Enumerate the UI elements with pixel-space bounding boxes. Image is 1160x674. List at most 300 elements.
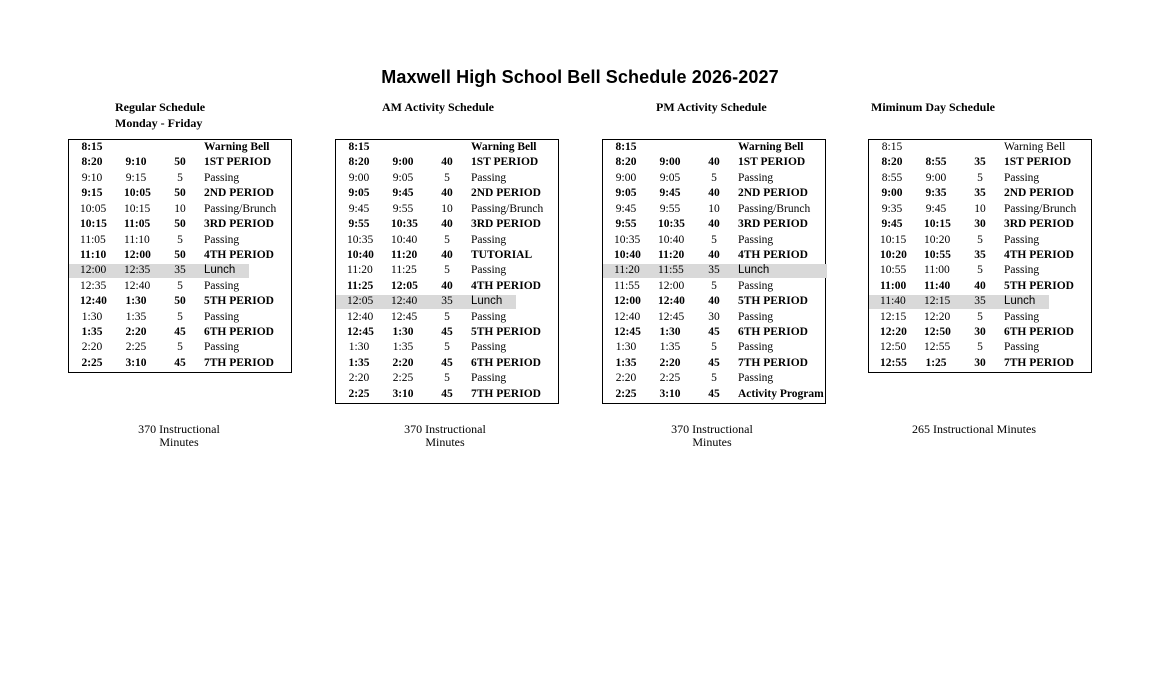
start-time: 8:20: [348, 156, 370, 169]
duration-minutes: 5: [444, 233, 450, 246]
end-time: 10:35: [658, 218, 685, 231]
duration-minutes: 45: [708, 387, 720, 400]
start-time: 9:10: [81, 171, 103, 184]
schedule-row: [603, 340, 825, 355]
period-label: Activity Program: [738, 387, 824, 400]
duration-minutes: 40: [441, 156, 453, 169]
start-time: 11:55: [614, 279, 640, 292]
duration-minutes: 50: [174, 295, 186, 308]
duration-minutes: 45: [441, 387, 453, 400]
schedule-row: [336, 217, 558, 232]
schedule-row: [603, 248, 825, 263]
end-time: 1:35: [392, 341, 414, 354]
period-label: Passing: [738, 171, 774, 184]
duration-minutes: 45: [441, 356, 453, 369]
start-time: 8:20: [615, 156, 637, 169]
schedule-row: [336, 279, 558, 294]
start-time: 12:00: [614, 295, 641, 308]
end-time: 11:40: [924, 279, 951, 292]
period-label: Passing: [1004, 264, 1040, 277]
end-time: 2:20: [125, 326, 147, 339]
period-label: 5TH PERIOD: [738, 295, 808, 308]
duration-minutes: 45: [708, 326, 720, 339]
duration-minutes: 5: [711, 341, 717, 354]
end-time: 3:10: [125, 356, 147, 369]
start-time: 1:35: [615, 356, 637, 369]
schedule-row: [69, 294, 291, 309]
schedule-row: [869, 356, 1091, 371]
schedule-row: [603, 310, 825, 325]
period-label: Passing/Brunch: [204, 202, 277, 215]
schedule-row: [336, 140, 558, 155]
schedule-row: [603, 155, 825, 170]
end-time: 9:45: [659, 187, 681, 200]
start-time: 11:40: [880, 295, 906, 308]
start-time: 10:55: [880, 264, 907, 277]
start-time: 9:05: [615, 187, 637, 200]
end-time: 12:00: [124, 248, 151, 261]
schedule-row: [603, 233, 825, 248]
period-label: 3RD PERIOD: [204, 218, 274, 231]
period-label: Warning Bell: [1004, 141, 1066, 153]
period-label: 7TH PERIOD: [471, 387, 541, 400]
start-time: 2:20: [81, 341, 103, 354]
end-time: 2:20: [392, 356, 414, 369]
start-time: 2:25: [348, 387, 370, 400]
schedule-row: [336, 155, 558, 170]
duration-minutes: 5: [444, 310, 450, 323]
end-time: 1:35: [659, 341, 681, 354]
period-label: Passing: [204, 171, 240, 184]
schedule-row: [336, 340, 558, 355]
end-time: 10:20: [924, 233, 951, 246]
start-time: 12:05: [347, 295, 374, 308]
minutes-line-2: Minutes: [692, 435, 732, 449]
duration-minutes: 40: [441, 248, 453, 261]
schedule-row: [69, 202, 291, 217]
duration-minutes: 40: [708, 248, 720, 261]
period-label: Passing: [738, 310, 774, 323]
duration-minutes: 30: [974, 356, 986, 369]
start-time: 12:45: [347, 326, 374, 339]
schedule-title: AM Activity Schedule: [382, 100, 494, 114]
schedule-row: [336, 371, 558, 386]
duration-minutes: 40: [708, 218, 720, 231]
schedule-row: [869, 340, 1091, 355]
end-time: 9:05: [392, 171, 414, 184]
end-time: 12:45: [658, 310, 685, 323]
duration-minutes: 50: [174, 248, 186, 261]
schedule-heading: [656, 99, 767, 115]
end-time: 2:25: [125, 341, 147, 354]
period-label: 3RD PERIOD: [471, 218, 541, 231]
instructional-minutes: [395, 423, 495, 449]
end-time: 11:00: [924, 264, 950, 277]
schedule-row: [336, 233, 558, 248]
end-time: 12:05: [391, 279, 418, 292]
schedule-row: [603, 356, 825, 371]
schedule-row: [69, 340, 291, 355]
end-time: 10:15: [924, 218, 951, 231]
end-time: 11:10: [124, 233, 150, 246]
start-time: 12:55: [880, 356, 907, 369]
period-label: 1ST PERIOD: [204, 156, 272, 169]
duration-minutes: 5: [711, 233, 717, 246]
duration-minutes: 40: [708, 156, 720, 169]
duration-minutes: 5: [977, 171, 983, 184]
end-time: 1:30: [659, 326, 681, 339]
schedule-row: [869, 294, 1091, 309]
start-time: 2:20: [348, 372, 370, 385]
schedule-row: [336, 263, 558, 278]
end-time: 1:30: [392, 326, 414, 339]
start-time: 1:30: [615, 341, 637, 354]
end-time: 10:15: [124, 202, 151, 215]
schedule-subtitle: Monday - Friday: [115, 116, 203, 130]
schedule-row: [869, 263, 1091, 278]
start-time: 12:40: [347, 310, 374, 323]
minutes-line-1: 265 Instructional Minutes: [912, 422, 1036, 436]
duration-minutes: 5: [177, 341, 183, 354]
minutes-line-1: 370 Instructional: [138, 422, 220, 436]
period-label: Passing/Brunch: [1004, 202, 1077, 215]
end-time: 12:55: [924, 341, 951, 354]
start-time: 9:00: [881, 187, 903, 200]
end-time: 3:10: [659, 387, 681, 400]
duration-minutes: 5: [711, 279, 717, 292]
duration-minutes: 30: [708, 310, 720, 323]
period-label: Passing: [204, 341, 240, 354]
period-label: Warning Bell: [471, 141, 537, 153]
schedule-table: [68, 139, 292, 373]
start-time: 11:20: [347, 264, 373, 277]
end-time: 9:00: [392, 156, 414, 169]
duration-minutes: 35: [441, 295, 453, 308]
schedule-row: [69, 217, 291, 232]
period-label: Passing: [471, 372, 507, 385]
end-time: 12:15: [924, 295, 951, 308]
start-time: 8:15: [81, 141, 103, 153]
period-label: 7TH PERIOD: [204, 356, 274, 369]
page-title: Maxwell High School Bell Schedule 2026-2027: [381, 67, 779, 87]
end-time: 11:20: [658, 248, 685, 261]
schedule-row: [336, 294, 558, 309]
instructional-minutes: [129, 423, 229, 449]
duration-minutes: 5: [977, 341, 983, 354]
end-time: 10:35: [391, 218, 418, 231]
duration-minutes: 45: [441, 326, 453, 339]
end-time: 9:10: [125, 156, 147, 169]
start-time: 12:15: [880, 310, 907, 323]
schedule-row: [869, 248, 1091, 263]
duration-minutes: 35: [974, 156, 986, 169]
schedule-row: [69, 140, 291, 155]
period-label: Passing: [1004, 233, 1040, 246]
duration-minutes: 35: [974, 187, 986, 200]
start-time: 11:05: [80, 233, 106, 246]
start-time: 12:45: [614, 326, 641, 339]
end-time: 9:00: [925, 171, 947, 184]
end-time: 1:35: [125, 310, 147, 323]
start-time: 8:55: [881, 171, 903, 184]
start-time: 2:25: [615, 387, 637, 400]
minutes-line-1: 370 Instructional: [404, 422, 486, 436]
end-time: 11:05: [124, 218, 151, 231]
end-time: 2:25: [392, 372, 414, 385]
duration-minutes: 40: [441, 279, 453, 292]
start-time: 10:40: [347, 248, 374, 261]
schedule-row: [603, 279, 825, 294]
schedule-row: [603, 202, 825, 217]
duration-minutes: 45: [174, 356, 186, 369]
schedule-row: [336, 325, 558, 340]
start-time: 11:25: [347, 279, 374, 292]
start-time: 12:40: [614, 310, 641, 323]
schedule-row: [336, 202, 558, 217]
start-time: 1:30: [81, 310, 103, 323]
schedule-row: [69, 279, 291, 294]
start-time: 8:15: [348, 141, 370, 153]
schedule-row: [603, 325, 825, 340]
end-time: 10:05: [124, 187, 151, 200]
start-time: 10:15: [80, 218, 107, 231]
schedule-row: [69, 186, 291, 201]
schedule-row: [869, 217, 1091, 232]
duration-minutes: 45: [174, 326, 186, 339]
schedule-row: [603, 263, 825, 278]
end-time: 1:25: [925, 356, 947, 369]
end-time: 10:40: [391, 233, 418, 246]
period-label: Passing: [471, 310, 507, 323]
schedule-row: [869, 202, 1091, 217]
period-label: 4TH PERIOD: [1004, 248, 1074, 261]
start-time: 12:50: [880, 341, 907, 354]
period-label: Passing: [738, 233, 774, 246]
schedule-row: [69, 171, 291, 186]
duration-minutes: 5: [711, 372, 717, 385]
start-time: 9:15: [81, 187, 103, 200]
end-time: 3:10: [392, 387, 414, 400]
period-label: Lunch: [738, 264, 770, 277]
start-time: 11:10: [80, 248, 107, 261]
schedule-row: [603, 171, 825, 186]
duration-minutes: 40: [441, 187, 453, 200]
period-label: 6TH PERIOD: [471, 356, 541, 369]
end-time: 9:35: [925, 187, 947, 200]
schedule-row: [69, 248, 291, 263]
schedule-row: [869, 279, 1091, 294]
period-label: 2ND PERIOD: [738, 187, 808, 200]
end-time: 10:40: [658, 233, 685, 246]
schedule-row: [869, 140, 1091, 155]
end-time: 12:40: [124, 279, 151, 292]
end-time: 10:55: [924, 248, 951, 261]
period-label: 4TH PERIOD: [204, 248, 274, 261]
start-time: 9:55: [348, 218, 370, 231]
start-time: 10:35: [347, 233, 374, 246]
period-label: Passing: [471, 233, 507, 246]
duration-minutes: 40: [974, 279, 986, 292]
duration-minutes: 35: [974, 295, 986, 308]
schedule-row: [603, 140, 825, 155]
end-time: 12:50: [924, 326, 951, 339]
duration-minutes: 5: [177, 279, 183, 292]
period-label: Warning Bell: [738, 141, 804, 153]
period-label: Passing: [471, 341, 507, 354]
schedule-heading: [115, 99, 205, 131]
start-time: 1:35: [348, 356, 370, 369]
duration-minutes: 50: [174, 218, 186, 231]
minutes-line-2: Minutes: [425, 435, 465, 449]
schedule-row: [869, 310, 1091, 325]
minutes-line-2: Minutes: [159, 435, 199, 449]
duration-minutes: 10: [974, 202, 986, 215]
duration-minutes: 35: [708, 264, 720, 277]
end-time: 11:55: [658, 264, 684, 277]
duration-minutes: 50: [174, 156, 186, 169]
end-time: 9:05: [659, 171, 681, 184]
duration-minutes: 5: [177, 171, 183, 184]
end-time: 11:25: [391, 264, 417, 277]
schedule-row: [869, 186, 1091, 201]
minutes-line-1: 370 Instructional: [671, 422, 753, 436]
period-label: TUTORIAL: [471, 248, 533, 261]
duration-minutes: 40: [708, 187, 720, 200]
schedule-title: PM Activity Schedule: [656, 100, 767, 114]
schedule-row: [336, 186, 558, 201]
period-label: 2ND PERIOD: [1004, 187, 1074, 200]
schedule-table: [868, 139, 1092, 373]
end-time: 12:45: [391, 310, 418, 323]
start-time: 1:30: [348, 341, 370, 354]
duration-minutes: 45: [708, 356, 720, 369]
period-label: Passing/Brunch: [738, 202, 811, 215]
schedule-row: [336, 248, 558, 263]
period-label: Passing: [471, 264, 507, 277]
start-time: 9:45: [881, 218, 903, 231]
duration-minutes: 50: [174, 187, 186, 200]
period-label: 3RD PERIOD: [738, 218, 808, 231]
period-label: 4TH PERIOD: [471, 279, 541, 292]
period-label: 6TH PERIOD: [738, 326, 808, 339]
schedule-table: [602, 139, 826, 404]
start-time: 9:05: [348, 187, 370, 200]
duration-minutes: 35: [174, 264, 186, 277]
end-time: 2:20: [659, 356, 681, 369]
schedule-row: [603, 387, 825, 402]
duration-minutes: 5: [977, 264, 983, 277]
schedule-row: [336, 171, 558, 186]
period-label: Passing: [738, 372, 774, 385]
end-time: 9:55: [659, 202, 681, 215]
schedule-row: [869, 155, 1091, 170]
schedule-row: [69, 325, 291, 340]
period-label: Passing: [738, 341, 774, 354]
schedule-row: [69, 155, 291, 170]
end-time: 9:15: [125, 171, 147, 184]
start-time: 9:45: [348, 202, 370, 215]
period-label: Passing: [1004, 341, 1040, 354]
start-time: 8:15: [615, 141, 637, 153]
start-time: 8:20: [81, 156, 103, 169]
period-label: 2ND PERIOD: [204, 187, 274, 200]
period-label: 5TH PERIOD: [204, 295, 274, 308]
period-label: Passing: [204, 279, 240, 292]
start-time: 12:35: [80, 279, 107, 292]
duration-minutes: 5: [444, 341, 450, 354]
start-time: 12:20: [880, 326, 907, 339]
schedule-table: [335, 139, 559, 404]
period-label: 7TH PERIOD: [1004, 356, 1074, 369]
start-time: 12:00: [80, 264, 107, 277]
start-time: 10:20: [880, 248, 907, 261]
schedule-row: [69, 263, 291, 278]
end-time: 9:00: [659, 156, 681, 169]
schedule-row: [336, 387, 558, 402]
duration-minutes: 5: [444, 264, 450, 277]
schedule-row: [869, 325, 1091, 340]
end-time: 11:20: [391, 248, 418, 261]
start-time: 9:00: [348, 171, 370, 184]
start-time: 10:35: [614, 233, 641, 246]
period-label: 1ST PERIOD: [1004, 156, 1072, 169]
period-label: Passing: [738, 279, 774, 292]
schedule-row: [603, 294, 825, 309]
start-time: 2:20: [615, 372, 637, 385]
end-time: 12:20: [924, 310, 951, 323]
period-label: Passing/Brunch: [471, 202, 544, 215]
period-label: Passing: [1004, 310, 1040, 323]
duration-minutes: 5: [711, 171, 717, 184]
schedule-row: [336, 356, 558, 371]
duration-minutes: 30: [974, 218, 986, 231]
period-label: Passing: [204, 310, 240, 323]
start-time: 10:40: [614, 248, 641, 261]
schedule-row: [69, 233, 291, 248]
schedule-row: [603, 217, 825, 232]
start-time: 9:45: [615, 202, 637, 215]
duration-minutes: 5: [177, 233, 183, 246]
start-time: 9:55: [615, 218, 637, 231]
start-time: 8:15: [881, 141, 903, 153]
duration-minutes: 10: [708, 202, 720, 215]
duration-minutes: 10: [441, 202, 453, 215]
schedule-row: [336, 310, 558, 325]
schedule-row: [69, 356, 291, 371]
end-time: 2:25: [659, 372, 681, 385]
period-label: 3RD PERIOD: [1004, 218, 1074, 231]
schedule-row: [869, 233, 1091, 248]
end-time: 12:35: [124, 264, 151, 277]
duration-minutes: 10: [174, 202, 186, 215]
end-time: 8:55: [925, 156, 947, 169]
start-time: 11:20: [614, 264, 640, 277]
period-label: 5TH PERIOD: [1004, 279, 1074, 292]
start-time: 10:15: [880, 233, 907, 246]
period-label: 5TH PERIOD: [471, 326, 541, 339]
duration-minutes: 5: [444, 171, 450, 184]
start-time: 1:35: [81, 326, 103, 339]
start-time: 10:05: [80, 202, 107, 215]
duration-minutes: 35: [974, 248, 986, 261]
end-time: 9:55: [392, 202, 414, 215]
period-label: Lunch: [1004, 295, 1036, 308]
period-label: 1ST PERIOD: [738, 156, 806, 169]
duration-minutes: 40: [708, 295, 720, 308]
duration-minutes: 5: [977, 310, 983, 323]
period-label: Passing: [204, 233, 240, 246]
schedule-title: Regular Schedule: [115, 100, 206, 114]
